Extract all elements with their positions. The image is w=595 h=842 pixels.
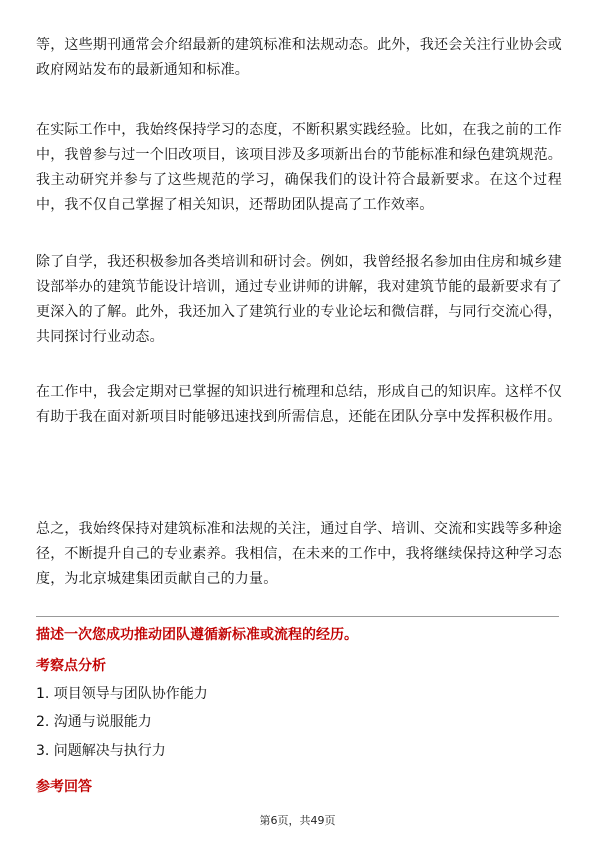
- page-number: 第6页，共49页: [259, 814, 336, 827]
- body-paragraph-1: 等，这些期刊通常会介绍最新的建筑标准和法规动态。此外，我还会关注行业协会或政府网站发布的最新通知和标准。: [36, 37, 562, 78]
- body-paragraph-3: 除了自学，我还积极参加各类培训和研讨会。例如，我曾经报名参加由住房和城乡建设部举办的建筑节能设计培训，通过专业讲师的讲解，我对建筑节能的最新要求有了更深入的了解。此外，我还加入了建筑行业的专业论坛和微信群，与同行交流心得，共同探讨行业动态。: [36, 254, 562, 345]
- answer-heading: 参考回答: [36, 779, 92, 795]
- analysis-point-3: 3. 问题解决与执行力: [36, 743, 166, 759]
- section-divider: [36, 616, 559, 617]
- body-paragraph-2: 在实际工作中，我始终保持学习的态度，不断积累实践经验。比如，在我之前的工作中，我曾参与过一个旧改项目，该项目涉及多项新出台的节能标准和绿色建筑规范。我主动研究并参与了这些规范的学习，确保我们的设计符合最新要求。在这个过程中，我不仅自己掌握了相关知识，还帮助团队提高了工作效率。: [36, 122, 562, 213]
- body-paragraph-5: 总之，我始终保持对建筑标准和法规的关注，通过自学、培训、交流和实践等多种途径，不断提升自己的专业素养。我相信，在未来的工作中，我将继续保持这种学习态度，为北京城建集团贡献自己的力量。: [36, 521, 562, 587]
- analysis-point-2: 2. 沟通与说服能力: [36, 714, 152, 730]
- body-paragraph-4: 在工作中，我会定期对已掌握的知识进行梳理和总结，形成自己的知识库。这样不仅有助于我在面对新项目时能够迅速找到所需信息，还能在团队分享中发挥积极作用。: [36, 384, 562, 425]
- analysis-point-1: 1. 项目领导与团队协作能力: [36, 686, 208, 702]
- interview-question: 描述一次您成功推动团队遵循新标准或流程的经历。: [36, 627, 358, 643]
- analysis-heading: 考察点分析: [36, 658, 106, 674]
